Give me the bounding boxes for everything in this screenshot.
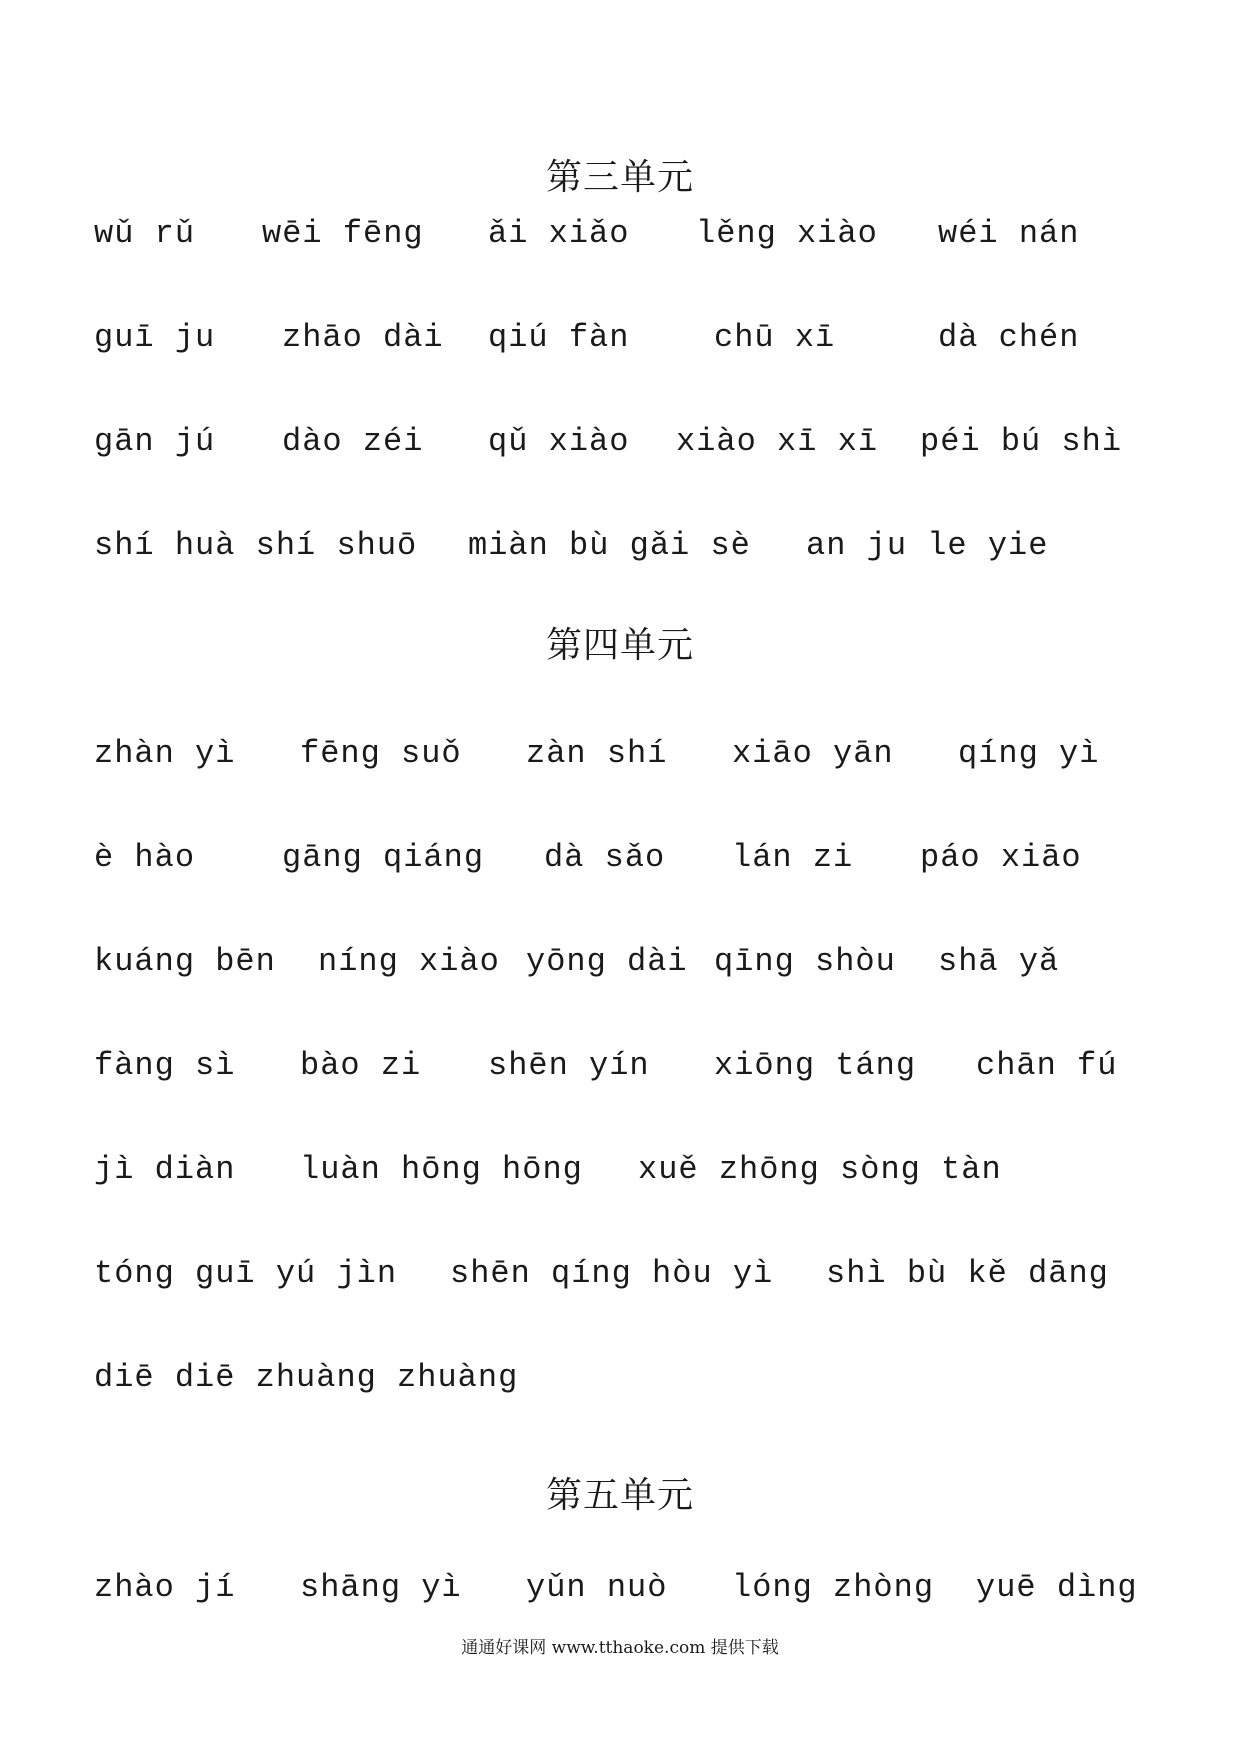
pinyin-word: shā yǎ: [938, 943, 1060, 980]
pinyin-word: chū xī: [714, 319, 836, 356]
pinyin-word: fēng suǒ: [300, 735, 462, 772]
unit3-title: 第三单元: [545, 157, 694, 198]
pinyin-word: shēn qíng hòu yì: [450, 1255, 774, 1292]
pinyin-word: yōng dài: [526, 943, 688, 980]
pinyin-word: qǔ xiào: [488, 423, 630, 460]
pinyin-word: ǎi xiǎo: [488, 215, 630, 252]
pinyin-word: xiāo yān: [732, 735, 894, 772]
pinyin-word: lán zi: [732, 839, 854, 876]
unit5-title: 第五单元: [545, 1475, 694, 1516]
pinyin-word: kuáng bēn: [94, 943, 276, 980]
pinyin-word: bào zi: [300, 1047, 422, 1084]
pinyin-word: zàn shí: [526, 735, 668, 772]
pinyin-word: miàn bù gǎi sè: [468, 527, 751, 564]
pinyin-word: yǔn nuò: [526, 1569, 668, 1606]
pinyin-word: xiōng táng: [714, 1047, 917, 1084]
pinyin-word: qíng yì: [958, 735, 1100, 772]
pinyin-word: zhào jí: [94, 1569, 236, 1606]
pinyin-word: gāng qiáng: [282, 839, 485, 876]
unit4-title: 第四单元: [545, 625, 694, 666]
pinyin-word: shí huà shí shuō: [94, 527, 418, 564]
pinyin-word: wēi fēng: [262, 215, 424, 252]
pinyin-word: shēn yín: [488, 1047, 650, 1084]
pinyin-word: páo xiāo: [920, 839, 1082, 876]
pinyin-word: è hào: [94, 839, 196, 876]
pinyin-word: dà chén: [938, 319, 1080, 356]
page-footer: 通通好课网 www.tthaoke.com 提供下载: [461, 1638, 779, 1658]
pinyin-word: lóng zhòng: [732, 1569, 935, 1606]
pinyin-word: lěng xiào: [696, 215, 878, 252]
pinyin-word: gān jú: [94, 423, 216, 460]
pinyin-word: dà sǎo: [544, 839, 666, 876]
pinyin-word: tóng guī yú jìn: [94, 1255, 398, 1292]
pinyin-word: qīng shòu: [714, 943, 896, 980]
pinyin-word: jì diàn: [94, 1151, 236, 1188]
pinyin-word: níng xiào: [318, 943, 500, 980]
pinyin-word: an ju le yie: [806, 527, 1049, 564]
pinyin-word: diē diē zhuàng zhuàng: [94, 1359, 519, 1396]
pinyin-word: xuě zhōng sòng tàn: [638, 1151, 1002, 1188]
pinyin-word: dào zéi: [282, 423, 424, 460]
pinyin-word: shāng yì: [300, 1569, 462, 1606]
pinyin-word: shì bù kě dāng: [826, 1255, 1109, 1292]
pinyin-word: xiào xī xī: [676, 423, 879, 460]
pinyin-word: péi bú shì: [920, 423, 1123, 460]
pinyin-word: chān fú: [976, 1047, 1118, 1084]
pinyin-word: luàn hōng hōng: [300, 1151, 583, 1188]
pinyin-word: qiú fàn: [488, 319, 630, 356]
pinyin-word: wéi nán: [938, 215, 1080, 252]
pinyin-word: yuē dìng: [976, 1569, 1138, 1606]
pinyin-word: wǔ rǔ: [94, 215, 196, 252]
pinyin-word: zhàn yì: [94, 735, 236, 772]
pinyin-word: fàng sì: [94, 1047, 236, 1084]
pinyin-word: guī ju: [94, 319, 216, 356]
pinyin-word: zhāo dài: [282, 319, 444, 356]
